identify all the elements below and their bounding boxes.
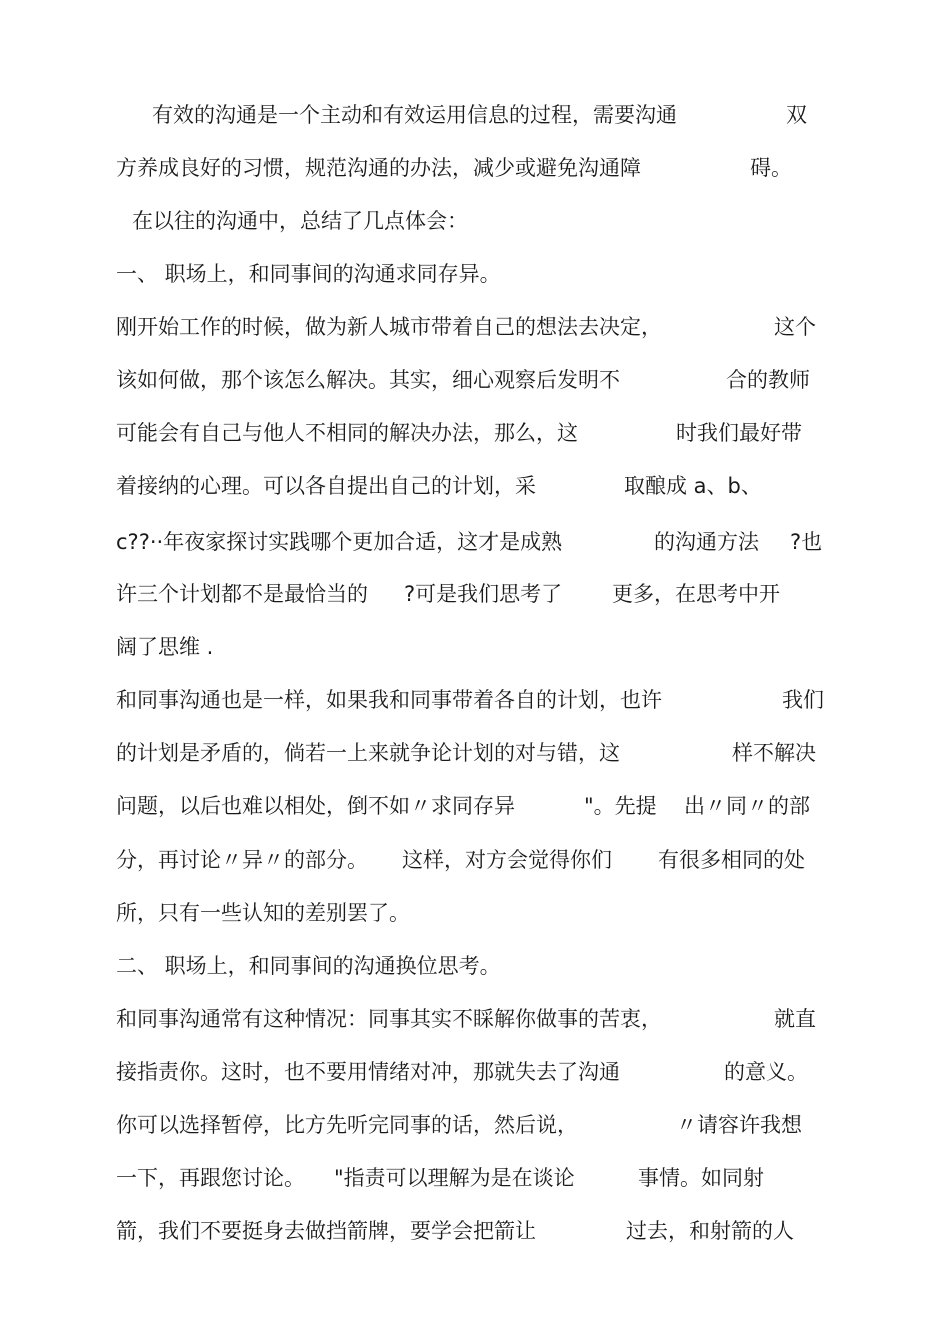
text-segment: 合的教师 [726,368,810,392]
text-line [0,522,950,562]
text-line [0,466,950,506]
text-line [0,201,950,241]
text-line [0,254,950,294]
text-segment: 碍。 [750,156,792,180]
text-line [0,840,950,880]
text-segment: 的沟通方法 [654,530,759,554]
section-heading: 二、 职场上，和同事间的沟通换位思考。 [116,954,501,978]
text-segment: "指责可以理解为是在谈论 [334,1166,575,1190]
text-line [0,360,950,400]
text-segment: 一下，再跟您讨论。 [116,1166,305,1190]
text-segment: 这样，对方会觉得你们 [402,848,612,872]
text-line [0,733,950,773]
text-line [0,1211,950,1251]
text-segment: 许三个计划都不是最恰当的 [116,582,368,606]
text-line [0,946,950,986]
text-segment: 〃请容许我想 [676,1113,802,1137]
text-segment: 在以往的沟通中，总结了几点体会： [132,209,468,233]
text-segment: ?可是我们思考了 [404,582,563,606]
text-segment: 的意义。 [724,1060,808,1084]
text-segment: 你可以选择暂停，比方先听完同事的话，然后说， [116,1113,578,1137]
text-segment: 的计划是矛盾的，倘若一上来就争论计划的对与错，这 [116,741,620,765]
text-segment: 着接纳的心理。可以各自提出自己的计划，采 [116,474,536,498]
text-segment: 该如何做，那个该怎么解决。其实，细心观察后发明不 [116,368,620,392]
text-segment: 取酿成 a、b、 [624,474,762,498]
text-line [0,999,950,1039]
text-segment: 有很多相同的处 [658,848,805,872]
text-line [0,1105,950,1145]
text-segment: 和同事沟通也是一样，如果我和同事带着各自的计划，也许 [116,688,662,712]
text-segment: 双 [786,103,807,127]
text-segment: 箭，我们不要挺身去做挡箭牌，要学会把箭让 [116,1219,536,1243]
text-segment: 过去，和射箭的人 [626,1219,794,1243]
text-line [0,148,950,188]
text-segment: 方养成良好的习惯，规范沟通的办法，减少或避免沟通障 [116,156,641,180]
text-line [0,1158,950,1198]
text-line [0,413,950,453]
text-line [0,574,950,614]
text-segment: 出〃同〃的部 [684,794,810,818]
section-heading: 一、 职场上，和同事间的沟通求同存异。 [116,262,501,286]
text-line [0,1052,950,1092]
text-segment: "。先提 [584,794,657,818]
text-segment: 刚开始工作的时候，做为新人城市带着自己的想法去决定， [116,315,662,339]
text-segment: 接指责你。这时，也不要用情绪对冲，那就失去了沟通 [116,1060,620,1084]
text-line [0,893,950,933]
text-segment: 样不解决 [732,741,816,765]
text-line [0,627,950,667]
text-line [0,95,950,135]
text-line [0,680,950,720]
text-segment: 可能会有自己与他人不相同的解决办法，那么，这 [116,421,578,445]
text-line [0,786,950,826]
text-segment: 这个 [774,315,816,339]
text-segment: 就直 [774,1007,816,1031]
text-segment: 问题，以后也难以相处，倒不如〃求同存异 [116,794,515,818]
text-segment: 我们 [782,688,824,712]
text-segment: 所，只有一些认知的差别罢了。 [116,901,410,925]
text-segment: 事情。如同射 [638,1166,764,1190]
text-segment: 有效的沟通是一个主动和有效运用信息的过程，需要沟通 [152,103,677,127]
text-segment: 更多，在思考中开 [612,582,780,606]
text-segment: ?也 [790,530,823,554]
text-segment: 分，再讨论〃异〃的部分。 [116,848,368,872]
text-segment: 和同事沟通常有这种情况：同事其实不睬解你做事的苦衷， [116,1007,662,1031]
text-line [0,307,950,347]
text-segment: c??··年夜家探讨实践哪个更加合适，这才是成熟 [116,530,563,554]
text-segment: 时我们最好带 [676,421,802,445]
text-segment: 阔了思维 . [116,635,214,659]
